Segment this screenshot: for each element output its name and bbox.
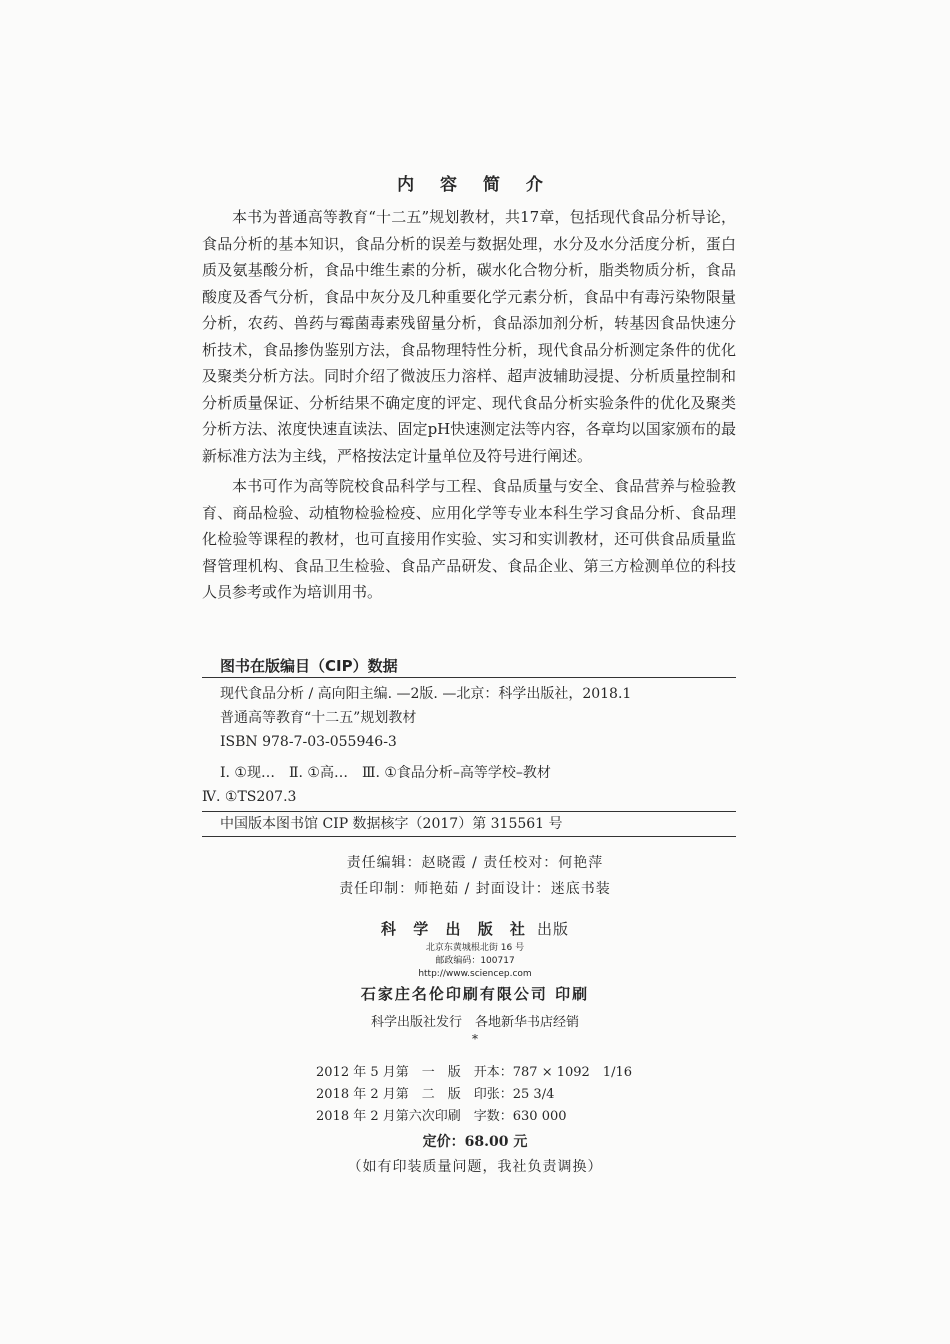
cip-header: 图书在版编目（CIP）数据: [202, 655, 736, 678]
edition-line-3: 2018 年 2 月第六次印刷 字数：630 000: [316, 1109, 567, 1124]
edition-line-1: 2012 年 5 月第 一 版 开本：787 × 1092 1/16: [316, 1065, 632, 1080]
publisher-url: http://www.sciencep.com: [418, 969, 532, 979]
cip-line-isbn: ISBN 978-7-03-055946-3: [220, 734, 397, 750]
credits-production: 责任印制：师艳茹 / 封面设计：迷底书装: [339, 881, 611, 897]
intro-text: [202, 204, 736, 610]
publisher-block: [0, 918, 950, 1046]
cip-check-number: 中国版本图书馆 CIP 数据核字（2017）第 315561 号: [202, 811, 736, 837]
separator-star: *: [472, 1032, 478, 1046]
intro-paragraph-1: 本书为普通高等教育“十二五”规划教材，共17章，包括现代食品分析导论，食品分析的基本知识，食品分析的误差与数据处理，水分及水分活度分析，蛋白质及氨基酸分析，食品中维生素的分析，碳水化合物分析，脂类物质分析，食品酸度及香气分析，食品中灰分及几种重要化学元素分析，食品中有毒污染物限量分析，农药、兽药与霉菌毒素残留量分析，食品添加剂分析，转基因食品快速分析技术，食品掺伪鉴别方法，食品物理特性分析，现代食品分析测定条件的优化及聚类分析方法。同时介绍了微波压力溶样、超声波辅助浸提、分析质量控制和分析质量保证、分析结果不确定度的评定、现代食品分析实验条件的优化及聚类分析方法、浓度快速直读法、固定pH快速测定法等内容，各章均以国家颁布的最新标准方法为主线，严格按法定计量单位及符号进行阐述。: [202, 208, 736, 465]
cip-block: [202, 655, 736, 837]
publisher-line: [0, 918, 950, 939]
publisher-postcode: 邮政编码：100717: [435, 956, 515, 966]
intro-title: 内 容 简 介: [397, 175, 553, 195]
cip-line-subjects: Ⅰ. ①现… Ⅱ. ①高… Ⅲ. ①食品分析–高等学校–教材: [220, 765, 551, 781]
cip-line-series: 普通高等教育“十二五”规划教材: [220, 710, 417, 726]
credits: [0, 850, 950, 902]
credits-editors: 责任编辑：赵晓霞 / 责任校对：何艳萍: [346, 855, 604, 871]
edition-line-2: 2018 年 2 月第 二 版 印张：25 3/4: [316, 1087, 555, 1102]
publisher-suffix: 出版: [536, 920, 569, 938]
publisher-name: 科 学 出 版 社: [381, 920, 531, 938]
edition-info: [316, 1062, 632, 1128]
price: 定价：68.00 元: [422, 1134, 528, 1150]
cip-line-title: 现代食品分析 / 高向阳主编. —2版. —北京：科学出版社，2018.1: [220, 686, 632, 702]
intro-paragraph-2: 本书可作为高等院校食品科学与工程、食品质量与安全、食品营养与检验教育、商品检验、动植物检验检疫、应用化学等专业本科生学习食品分析、食品理化检验等课程的教材，也可直接用作实验、实习和实训教材，还可供食品质量监督管理机构、食品卫生检验、食品产品研发、食品企业、第三方检测单位的科技人员参考或作为培训用书。: [202, 477, 736, 601]
quality-note: （如有印装质量问题，我社负责调换）: [347, 1159, 603, 1175]
cip-line-classification: Ⅳ. ①TS207.3: [202, 789, 297, 805]
publisher-address: 北京东黄城根北街 16 号: [425, 943, 525, 953]
distribution: 科学出版社发行 各地新华书店经销: [370, 1015, 579, 1030]
printer-name: 石家庄名伦印刷有限公司 印刷: [360, 985, 590, 1003]
